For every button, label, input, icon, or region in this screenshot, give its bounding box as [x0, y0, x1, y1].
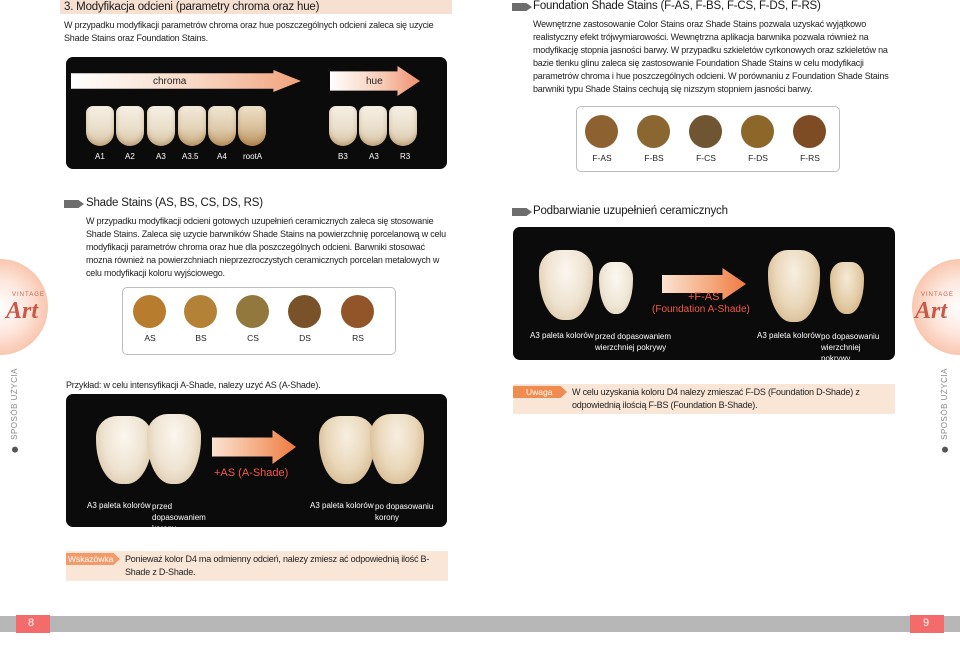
logo-vintage-text: VINTAGE — [12, 292, 45, 298]
tooth-label: A3 — [369, 152, 379, 161]
example-label: przed dopasowaniem korony — [152, 502, 206, 533]
bullet-dot-icon — [942, 447, 948, 453]
tooth-a35 — [178, 106, 206, 146]
swatch-ds — [288, 295, 321, 328]
logo-art-text: Art — [6, 298, 39, 324]
tooth-a3-hue — [359, 106, 387, 146]
section-intro: W przypadku modyfikacji parametrów chroma oraz hue poszczególnych odcieni zaleca się uzycie Shade Stains oraz Foundation Stains. — [64, 20, 434, 43]
example-label: po dopasowaniu korony — [375, 502, 434, 522]
swatch-as — [133, 295, 166, 328]
section-title: 3. Modyfikacja odcieni (parametry chroma oraz hue) — [64, 1, 320, 13]
tooth-r3 — [389, 106, 417, 146]
tinting-overlay-1: +F-AS — [688, 291, 720, 303]
tooth-label: A2 — [125, 152, 135, 161]
page-number-strip — [480, 616, 960, 632]
swatch-f-ds — [741, 115, 774, 148]
example-text: Przykład: w celu intensyfikacji A-Shade, nalezy uzyć AS (A-Shade). — [66, 380, 321, 390]
swatch-label: F-AS — [592, 153, 612, 163]
tip-tag: Wskazówka — [68, 554, 114, 564]
foundation-heading: Foundation Shade Stains (F-AS, F-BS, F-CS, F-DS, F-RS) — [533, 0, 821, 12]
tooth-label: rootA — [243, 152, 263, 161]
tinting-label: A3 paleta kolorów — [530, 331, 594, 340]
tooth-a1 — [86, 106, 114, 146]
vertical-label-text: SPOSÓB UŻYCIA — [940, 368, 949, 440]
swatch-f-rs — [793, 115, 826, 148]
tooth-label: R3 — [400, 152, 411, 161]
swatch-label: RS — [352, 333, 364, 343]
tinting-label: A3 paleta kolorów — [757, 331, 821, 340]
note-text: W celu uzyskania koloru D4 nalezy zmieszać F-DS (Foundation D-Shade) z odpowiednią ilością F-BS (Foundation B-Shade). — [572, 387, 860, 410]
swatch-f-cs — [689, 115, 722, 148]
swatch-label: AS — [144, 333, 156, 343]
vertical-label-text: SPOSÓB UŻYCIA — [10, 368, 19, 440]
bullet-arrow-icon — [512, 208, 532, 216]
swatch-rs — [341, 295, 374, 328]
swatch-label: BS — [195, 333, 207, 343]
tooth-b3 — [329, 106, 357, 146]
swatch-label: CS — [247, 333, 259, 343]
bullet-arrow-icon — [512, 3, 532, 11]
logo-vintage-text: VINTAGE — [921, 292, 954, 298]
page-number: 8 — [28, 617, 35, 629]
tinting-label: przed dopasowaniem wierzchniej pokrywy — [595, 332, 672, 352]
swatch-label: F-CS — [696, 153, 716, 163]
tooth-a4 — [208, 106, 236, 146]
foundation-text: Wewnętrzne zastosowanie Color Stains oraz Shade Stains pozwala uzyskać wyjątkowo realistyczny efekt trójwymiarowości. Wewnętrzna aplikacja barwnika pozwala również na modyfikację stopnia jasności barwy. W przypadku szkieletów cyrkonowych oraz szkieletów na bazie tlenku glinu zaleca się zastosowanie Foundation Shade Stains w celu modyfikacji parametrów chroma i hue poszczególnych odcieni. W porównaniu z Foundation Shade Stains barwniki typu Shade Stains cechują się nizszym stopniem jasności barwy. — [533, 19, 889, 94]
tinting-overlay-2: (Foundation A-Shade) — [652, 304, 750, 315]
bullet-arrow-icon — [64, 200, 84, 208]
hue-label: hue — [366, 76, 383, 87]
tooth-label: A4 — [217, 152, 227, 161]
swatch-bs — [184, 295, 217, 328]
note-tag: Uwaga — [526, 387, 553, 397]
example-overlay: +AS (A-Shade) — [214, 467, 289, 479]
example-label: A3 paleta kolorów — [87, 501, 151, 510]
tinting-label: po dopasowaniu wierzchniej pokrywy — [821, 332, 880, 363]
tooth-a3 — [147, 106, 175, 146]
vertical-label-left — [10, 368, 19, 453]
vertical-label-right — [940, 368, 949, 453]
tip-text: Ponieważ kolor D4 ma odmienny odcień, nalezy zmiesz ać odpowiednią ilość B-Shade z D-Shade. — [125, 554, 430, 577]
page-number: 9 — [923, 617, 930, 629]
shade-stains-text: W przypadku modyfikacji odcieni gotowych uzupełnień ceramicznych zaleca się stosowanie Shade Stains. Zaleca się uzycie barwników Shade Stains na powierzchnię porcelanową w celu modyfikacji parametrów chroma oraz hue dla poszczególnych odcieni. Barwniki stosować mozna również na powierzchniach nieprzezroczystych ceramicznych porcelan metalowych w celu modyfikacji koloru wyjściowego. — [86, 216, 446, 278]
swatch-label: F-RS — [800, 153, 820, 163]
swatch-label: F-DS — [748, 153, 768, 163]
tooth-label: B3 — [338, 152, 348, 161]
swatch-label: DS — [299, 333, 311, 343]
chroma-label: chroma — [153, 76, 187, 87]
swatch-cs — [236, 295, 269, 328]
tinting-heading: Podbarwianie uzupełnień ceramicznych — [533, 205, 728, 217]
page-number-strip — [0, 616, 480, 632]
example-label: A3 paleta kolorów — [310, 501, 374, 510]
tooth-label: A1 — [95, 152, 105, 161]
swatch-f-as — [585, 115, 618, 148]
tooth-label: A3 — [156, 152, 166, 161]
logo-art-text: Art — [915, 298, 948, 324]
tooth-roota — [238, 106, 266, 146]
tooth-label: A3.5 — [182, 152, 199, 161]
swatch-label: F-BS — [644, 153, 664, 163]
shade-stains-heading: Shade Stains (AS, BS, CS, DS, RS) — [86, 197, 263, 209]
bullet-dot-icon — [12, 447, 18, 453]
swatch-f-bs — [637, 115, 670, 148]
tooth-a2 — [116, 106, 144, 146]
